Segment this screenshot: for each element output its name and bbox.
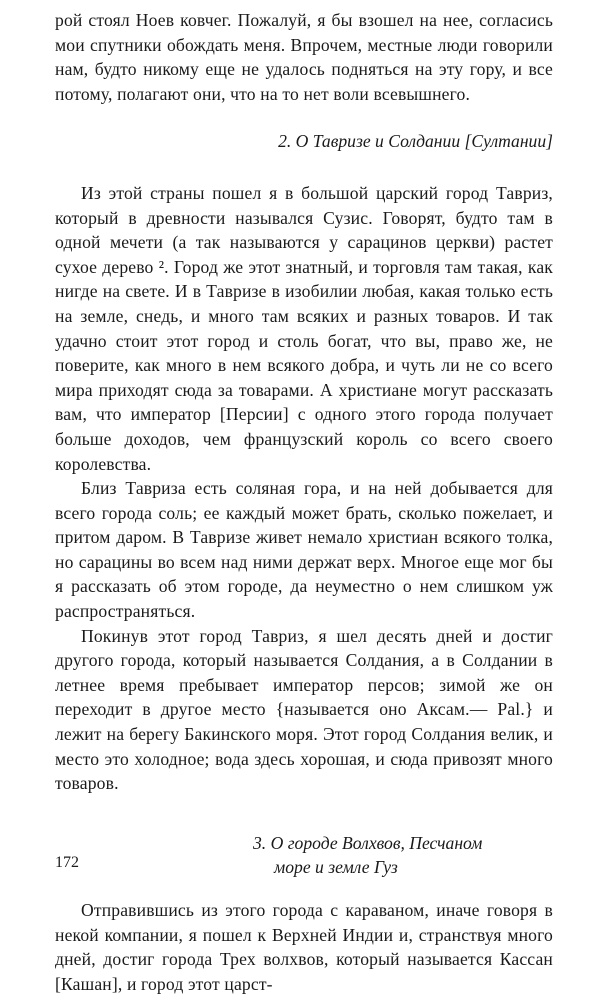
book-page — [55, 8, 553, 994]
spacer — [55, 154, 553, 181]
section-heading-tabriz: 2. О Тавризе и Солдании [Султании] — [278, 131, 553, 152]
paragraph-tabriz-city: Из этой страны пошел я в большой царский город Тавриз, который в древности назывался Сузис. Говорят, будто там в одной мечети (а так называются у сарацинов церкви) растет сухое дерево ². Город же этот знатный, и торговля там такая, как нигде на свете. И в Тавризе в изобилии любая, какая только есть на земле, снедь, и много там всяких и разных товаров. И так удачно стоит этот город и столь богат, что вы, право же, не поверите, как много в нем всякого добра, и чуть ли не со всего мира приходят сюда за товарами. А христиане могут рассказать вам, что император [Персии] с одного этого города получает больше доходов, чем французский король со всего своего королевства. — [55, 182, 553, 474]
spacer — [55, 106, 553, 129]
paragraph-noah-ark: рой стоял Ноев ковчег. Пожалуй, я бы взошел на нее, согласись мои спутники обождать меня. Впрочем, местные люди говорили нам, будто никому еще не удалось подняться на эту гору, и все потому, полагают они, что на то нет воли всевышнего. — [55, 10, 553, 104]
spacer — [55, 880, 553, 898]
section-heading-magi — [253, 831, 553, 880]
spacer — [55, 796, 553, 831]
paragraph-salt-mountain: Близ Тавриза есть соляная гора, и на ней добывается для всего города соль; ее каждый может брать, сколько пожелает, и притом даром. В Тавризе живет немало христиан всякого толка, но сарацины во всем над ними держат верх. Многое еще мог бы я рассказать об этом городе, да неуместно о нем слишком уж распространяться. — [55, 478, 553, 622]
section-heading-magi-line1: 3. О городе Волхвов, Песчаном — [253, 832, 483, 853]
section-heading-magi-line2: море и земле Гуз — [274, 857, 398, 878]
paragraph-soldania: Покинув этот город Тавриз, я шел десять дней и достиг другого города, который называется Солдания, а в Солдании в летнее время пребывает император персов; зимой же он переходит в другое место {называется оно Аксам.— Pal.} и лежит на берегу Бакинского моря. Этот город Солдания велик, и место это холодное; вода здесь хорошая, и сюда привозят много товаров. — [55, 625, 553, 794]
page-number: 172 — [55, 854, 79, 871]
paragraph-caravan-kashan: Отправившись из этого города с караваном, иначе говоря в некой компании, я пошел к Верхней Индии и, странствуя много дней, достиг города Трех волхвов, который называется Кассан [Кашан], и город этот царст- — [55, 900, 553, 994]
